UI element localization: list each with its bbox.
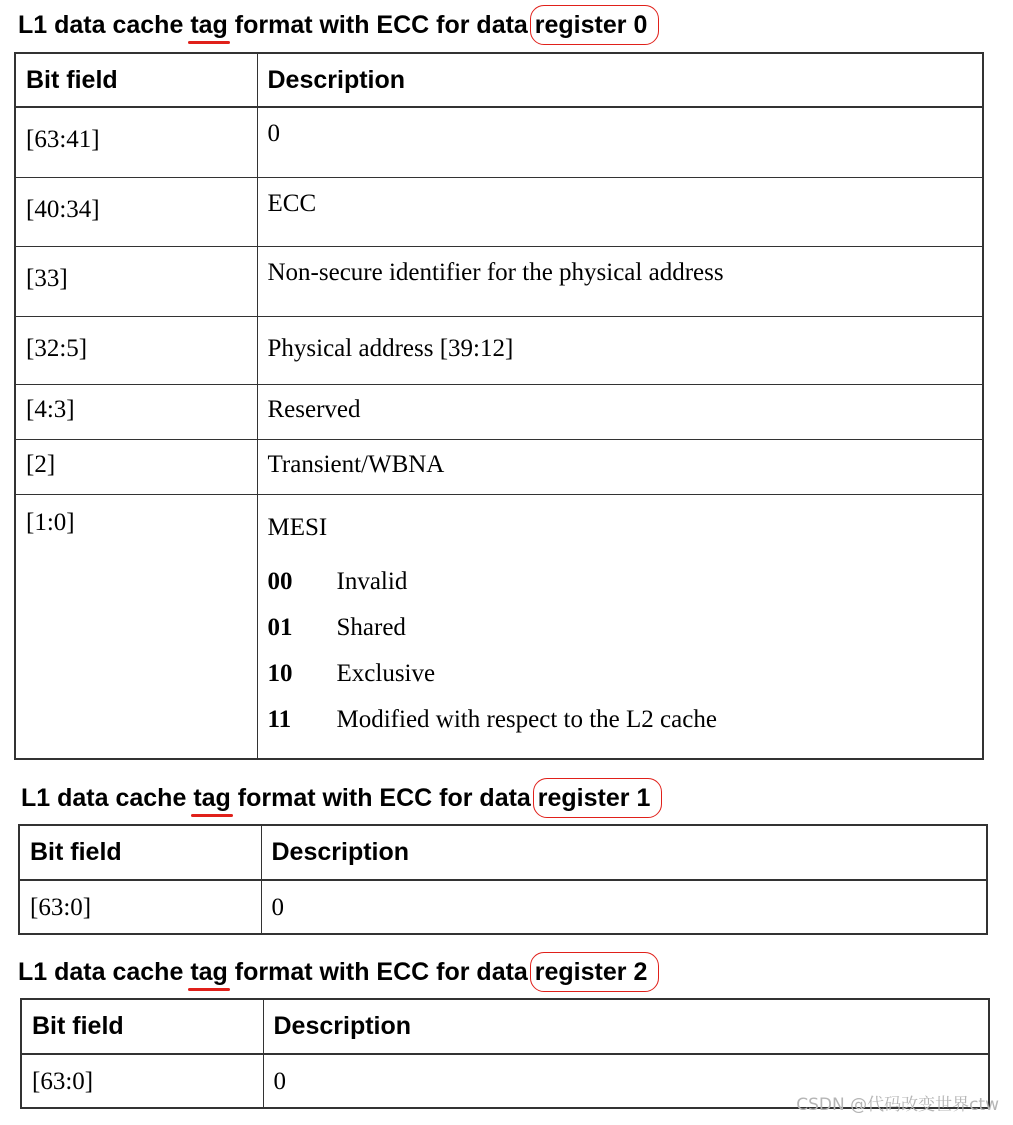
bit-field-cell: [63:0] [19,880,261,934]
bit-field-header: Bit field [19,825,261,880]
bit-field-cell: [33] [15,246,257,316]
title-tag-underlined: tag [190,11,228,39]
title-middle: format with ECC for data [227,958,535,986]
table-header-row [15,53,983,107]
description-cell: Physical address [39:12] [257,316,983,384]
description-header: Description [261,825,987,880]
description-cell [257,494,983,759]
section-title-register-0 [18,10,647,40]
description-cell: Reserved [257,384,983,439]
bit-field-cell: [2] [15,439,257,494]
mesi-state-row [268,568,983,614]
title-prefix: L1 data cache [18,958,191,986]
table-row [19,880,987,934]
title-register-circled: register 0 [534,11,648,39]
bit-field-cell: [1:0] [15,494,257,759]
title-tag-underlined: tag [193,784,231,812]
mesi-code: 10 [267,659,293,687]
section-title-register-2 [18,957,647,987]
bit-field-cell: [63:0] [21,1054,263,1108]
mesi-code: 01 [267,613,293,641]
table-row [15,384,983,439]
title-middle: format with ECC for data [230,784,538,812]
mesi-state-row [268,660,983,706]
bit-field-cell: [40:34] [15,177,257,246]
description-cell: Non-secure identifier for the physical address [257,246,983,316]
description-cell: 0 [261,880,987,934]
mesi-code: 00 [267,567,293,595]
table-row [15,246,983,316]
title-prefix: L1 data cache [21,784,194,812]
table-row [15,107,983,177]
mesi-meaning: Exclusive [336,659,436,687]
mesi-state-row [268,706,983,752]
description-cell: ECC [257,177,983,246]
table-row [15,494,983,759]
description-cell: 0 [257,107,983,177]
register-0-table [14,52,984,760]
title-register-circled: register 1 [537,784,651,812]
title-prefix: L1 data cache [18,11,191,39]
bit-field-cell: [4:3] [15,384,257,439]
csdn-watermark: CSDN @代码改变世界ctw [796,1095,999,1115]
table-row [15,439,983,494]
mesi-state-row [268,614,983,660]
table-row [15,177,983,246]
mesi-meaning: Invalid [336,567,408,595]
table-header-row [19,825,987,880]
title-tag-underlined: tag [190,958,228,986]
bit-field-header: Bit field [21,999,263,1054]
bit-field-cell: [63:41] [15,107,257,177]
title-middle: format with ECC for data [227,11,535,39]
mesi-code: 11 [267,705,292,733]
register-1-table [18,824,988,935]
section-title-register-1 [21,783,650,813]
bit-field-header: Bit field [15,53,257,107]
table-row [15,316,983,384]
mesi-label: MESI [267,513,328,541]
mesi-meaning: Shared [336,613,406,641]
title-register-circled: register 2 [534,958,648,986]
description-header: Description [257,53,983,107]
description-cell: 0 [263,1054,989,1108]
mesi-meaning: Modified with respect to the L2 cache [336,705,717,733]
table-header-row [21,999,989,1054]
bit-field-cell: [32:5] [15,316,257,384]
description-cell: Transient/WBNA [257,439,983,494]
description-header: Description [263,999,989,1054]
